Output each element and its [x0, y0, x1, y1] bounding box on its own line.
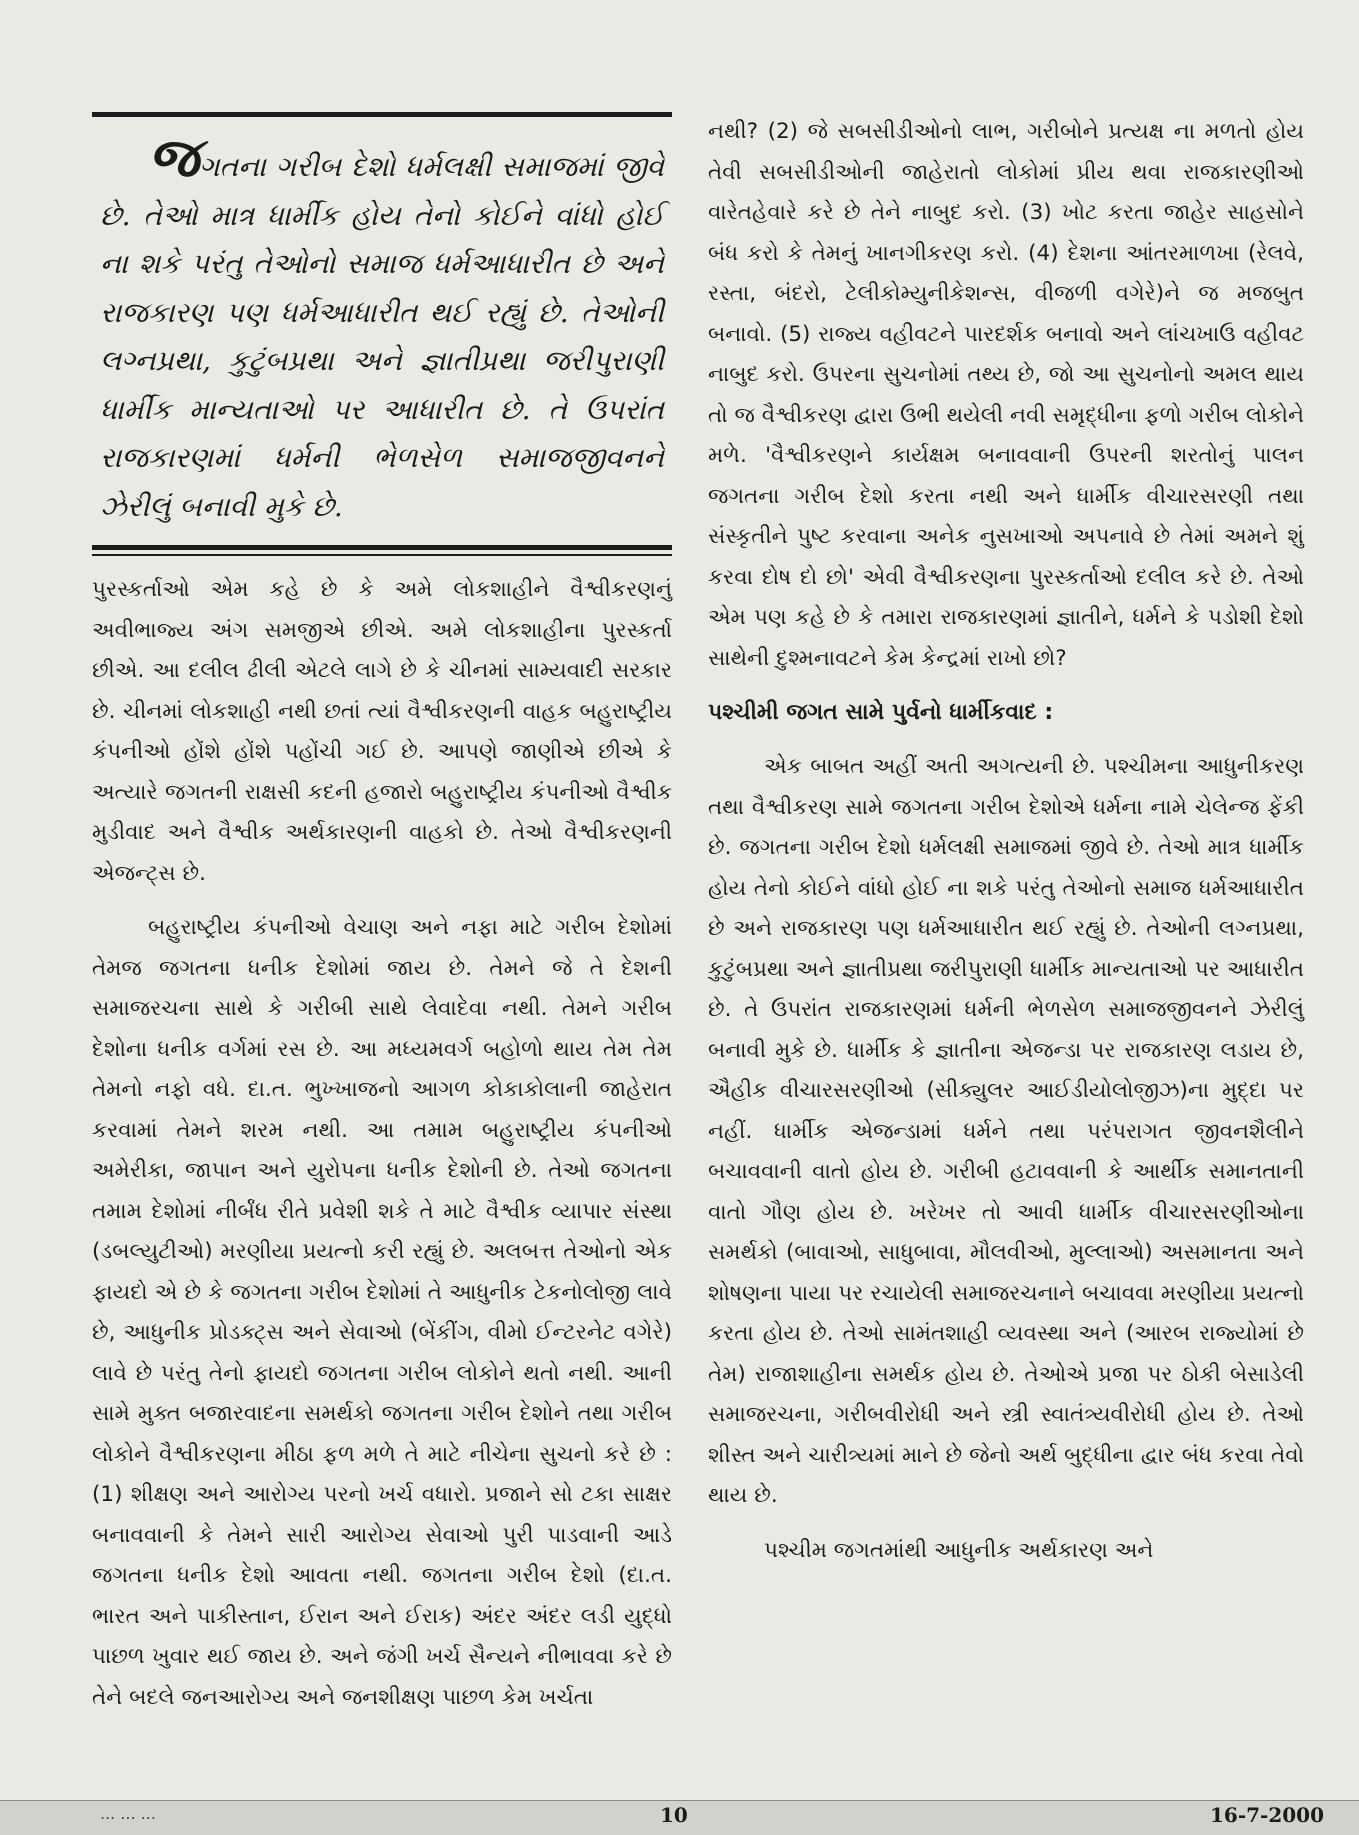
pullquote-text: ગતના ગરીબ દેશો ધર્મલક્ષી સમાજમાં જીવે છે. તેઓ માત્ર ધાર્મીક હોય તેનો કોઈને વાંધો હોઈ ના શકે પરંતુ તેઓનો સમાજ ધર્મઆધારીત છે અને રાજકારણ પણ ધર્મઆધારીત થઈ રહ્યું છે. તેઓની લગ્નપ્રથા, કુટુંબપ્રથા અને જ્ઞાતીપ્રથા જરીપુરાણી ધાર્મીક માન્યતાઓ પર આધારીત છે. તે ઉપરાંત રાજકારણમાં ધર્મની ભેળસેળ સમાજજીવનને ઝેરીલું બનાવી મુકે છે. [100, 150, 664, 523]
section-heading: પશ્ચીમી જગત સામે પુર્વનો ધાર્મીકવાદ : [708, 700, 1054, 725]
body-paragraph-5: પશ્ચીમ જગતમાંથી આધુનીક અર્થકારણ અને [764, 1537, 1154, 1563]
pullquote-dropcap: જ [148, 125, 200, 189]
body-paragraph-2: બહુરાષ્ટ્રીય કંપનીઓ વેચાણ અને નફા માટે ગરીબ દેશોમાં તેમજ જગતના ધનીક દેશોમાં જાય છે. તેમને જે તે દેશની સમાજરચના સાથે કે ગરીબી સાથે લેવાદેવા નથી. તેમને ગરીબ દેશોના ધનીક વર્ગમાં રસ છે. આ મધ્યમવર્ગ બહોળો થાય તેમ તેમ તેમનો નફો વધે. દા.ત. ભુખ્ખાજનો આગળ કોકાકોલાની જાહેરાત કરવામાં તેમને શરમ નથી. આ તમામ બહુરાષ્ટ્રીય કંપનીઓ અમેરીકા, જાપાન અને યુરોપના ધનીક દેશોની છે. તેઓ જગતના તમામ દેશોમાં નીર્બંધ રીતે પ્રવેશી શકે તે માટે વૈશ્વીક વ્યાપાર સંસ્થા (ડબલ્યુટીઓ) મરણીયા પ્રયત્નો કરી રહ્યું છે. અલબત્ત તેઓનો એક ફાયદો એ છે કે જગતના ગરીબ દેશોમાં તે આધુનીક ટેકનોલોજી લાવે છે, આધુનીક પ્રોડક્ટ્સ અને સેવાઓ (બેંકીંગ, વીમો ઈન્ટરનેટ વગેરે) લાવે છે પરંતુ તેનો ફાયદો જગતના ગરીબ લોકોને થતો નથી. આની સામે મુક્ત બજારવાદના સમર્થકો જગતના ગરીબ દેશોને તથા ગરીબ લોકોને વૈશ્વીકરણના મીઠા ફળ મળે તે માટે નીચેના સુચનો કરે છે : (1) શીક્ષણ અને આરોગ્ય પરનો ખર્ચ વધારો. પ્રજાને સો ટકા સાક્ષર બનાવવાની કે તેમને સારી આરોગ્ય સેવાઓ પુરી પાડવાની આડે જગતના ધનીક દેશો આવતા નથી. જગતના ગરીબ દેશો (દા.ત. ભારત અને પાકીસ્તાન, ઈરાન અને ઈરાક) અંદર અંદર લડી યુદ્ધો પાછળ ખુવાર થઈ જાય છે. અને જંગી ખર્ચ સૈન્યને નીભાવવા કરે છે તેને બદલે જનઆરોગ્ય અને જનશીક્ષણ પાછળ કેમ ખર્ચતા [92, 915, 672, 1710]
body-paragraph-3: નથી? (2) જે સબસીડીઓનો લાભ, ગરીબોને પ્રત્યક્ષ ના મળતો હોય તેવી સબસીડીઓની જાહેરાતો લોકોમાં પ્રીય થવા રાજકારણીઓ વારેતહેવારે કરે છે તેને નાબુદ કરો. (3) ખોટ કરતા જાહેર સાહસોને બંધ કરો કે તેમનું ખાનગીકરણ કરો. (4) દેશના આંતરમાળખા (રેલવે, રસ્તા, બંદરો, ટેલીકોમ્યુનીકેશન્સ, વીજળી વગેરે)ને જ મજબુત બનાવો. (5) રાજ્ય વહીવટને પારદર્શક બનાવો અને લાંચખાઉ વહીવટ નાબુદ કરો. ઉપરના સુચનોમાં તથ્ય છે, જો આ સુચનોનો અમલ થાય તો જ વૈશ્વીકરણ દ્વારા ઉભી થયેલી નવી સમૃદ્ધીના ફળો ગરીબ લોકોને મળે. 'વૈશ્વીકરણને કાર્યક્ષમ બનાવવાની ઉપરની શરતોનું પાલન જગતના ગરીબ દેશો કરતા નથી અને ધાર્મીક વીચારસરણી તથા સંસ્કૃતીને પુષ્ટ કરવાના અનેક નુસખાઓ અપનાવે છે તેમાં અમને શું કરવા દોષ દો છો' એવી વૈશ્વીકરણના પુરસ્કર્તાઓ દલીલ કરે છે. તેઓ એમ પણ કહે છે કે તમારા રાજકારણમાં જ્ઞાતીને, ધર્મને કે પડોશી દેશો સાથેની દુશ્મનાવટને કેમ કેન્દ્રમાં રાખો છો? [708, 119, 1304, 671]
issue-date: 16-7-2000 [1210, 1803, 1325, 1827]
page-number: 10 [660, 1803, 688, 1827]
left-column [92, 112, 672, 1718]
footer-left-text: ... ... ... [100, 1804, 156, 1823]
body-paragraph-4: એક બાબત અહીં અતી અગત્યની છે. પશ્ચીમના આધુનીકરણ તથા વૈશ્વીકરણ સામે જગતના ગરીબ દેશોએ ધર્મના નામે ચેલેન્જ ફેંકી છે. જગતના ગરીબ દેશો ધર્મલક્ષી સમાજમાં જીવે છે. તેઓ માત્ર ધાર્મીક હોય તેનો કોઈને વાંધો હોઈ ના શકે પરંતુ તેઓનો સમાજ ધર્મઆધારીત છે અને રાજકારણ પણ ધર્મઆધારીત થઈ રહ્યું છે. તેઓની લગ્નપ્રથા, કુટુંબપ્રથા અને જ્ઞાતીપ્રથા જરીપુરાણી ધાર્મીક માન્યતાઓ પર આધારીત છે. તે ઉપરાંત રાજકારણમાં ધર્મની ભેળસેળ સમાજજીવનને ઝેરીલું બનાવી મુકે છે. ધાર્મીક કે જ્ઞાતીના એજન્ડા પર રાજકારણ લડાય છે, ઐહીક વીચારસરણીઓ (સીક્યુલર આઈડીયોલોજીઝ)ના મુદ્દા પર નહીં. ધાર્મીક એજન્ડામાં ધર્મને તથા પરંપરાગત જીવનશૈલીને બચાવવાની વાતો હોય છે. ગરીબી હટાવવાની કે આર્થીક સમાનતાની વાતો ગૌણ હોય છે. ખરેખર તો આવી ધાર્મીક વીચારસરણીઓના સમર્થકો (બાવાઓ, સાધુબાવા, મૌલવીઓ, મુલ્લાઓ) અસમાનતા અને શોષણના પાયા પર રચાયેલી સમાજરચનાને બચાવવા મરણીયા પ્રયત્નો કરતા હોય છે. તેઓ સામંતશાહી વ્યવસ્થા અને (આરબ રાજ્યોમાં છે તેમ) રાજાશાહીના સમર્થક હોય છે. તેઓએ પ્રજા પર ઠોકી બેસાડેલી સમાજરચના, ગરીબવીરોધી અને સ્ત્રી સ્વાતંત્ર્યવીરોધી હોય છે. તેઓ શીસ્ત અને ચારીત્ર્યમાં માને છે જેનો અર્થ બુદ્ધીના દ્વાર બંધ કરવા તેવો થાય છે. [708, 754, 1304, 1508]
page-footer [0, 1800, 1359, 1835]
pullquote-bottom-rule [92, 545, 672, 550]
pullquote [92, 117, 672, 545]
body-paragraph-1: પુરસ્કર્તાઓ એમ કહે છે કે અમે લોકશાહીને વૈશ્વીકરણનું અવીભાજ્ય અંગ સમજીએ છીએ. અમે લોકશાહીના પુરસ્કર્તા છીએ. આ દલીલ ઢીલી એટલે લાગે છે કે ચીનમાં સામ્યવાદી સરકાર છે. ચીનમાં લોકશાહી નથી છતાં ત્યાં વૈશ્વીકરણની વાહક બહુરાષ્ટ્રીય કંપનીઓ હોંશે હોંશે પહોંચી ગઈ છે. આપણે જાણીએ છીએ કે અત્યારે જગતની રાક્ષસી કદની હજારો બહુરાષ્ટ્રીય કંપનીઓ વૈશ્વીક મુડીવાદ અને વૈશ્વીક અર્થકારણની વાહકો છે. તેઓ વૈશ્વીકરણની એજન્ટ્સ છે. [92, 577, 672, 886]
right-column [708, 112, 1304, 1571]
